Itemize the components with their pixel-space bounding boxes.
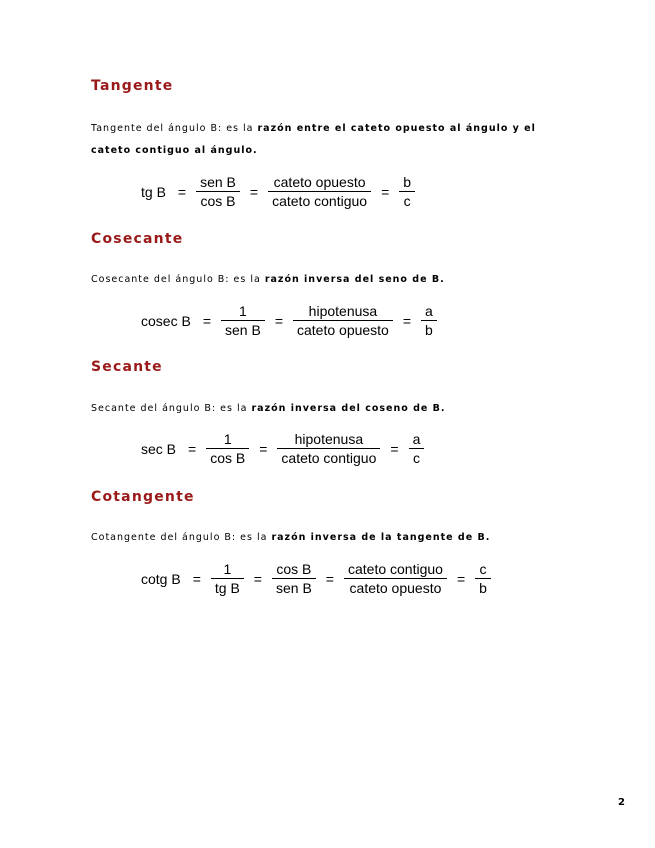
fraction <box>211 561 244 596</box>
fraction <box>399 174 415 209</box>
numerator: a <box>421 303 437 321</box>
formula <box>141 431 428 466</box>
equals-sign: = <box>177 183 187 200</box>
formula <box>141 561 495 596</box>
page-number: 2 <box>618 797 625 808</box>
fraction <box>293 303 393 338</box>
equals-sign: = <box>253 570 262 587</box>
formula-lhs: cosec B <box>141 312 191 329</box>
equals-sign: = <box>274 312 283 329</box>
equals-sign: = <box>188 440 197 457</box>
definition-text: Tangente del ángulo B: es la <box>91 123 258 134</box>
numerator: b <box>399 174 415 192</box>
denominator: sen B <box>225 322 261 338</box>
definition-paragraph <box>91 527 490 549</box>
equals-sign: = <box>402 312 412 329</box>
formula-lhs: tg B <box>141 183 166 200</box>
denominator: cos B <box>210 450 246 466</box>
denominator: b <box>479 580 487 596</box>
section-heading: Tangente <box>91 78 174 94</box>
equals-sign: = <box>381 183 390 200</box>
equals-sign: = <box>456 570 466 587</box>
fraction <box>344 561 447 596</box>
section-cosecante <box>91 231 571 338</box>
section-heading: Secante <box>91 359 163 375</box>
definition-end: . <box>485 532 491 543</box>
definition-paragraph <box>91 118 571 162</box>
fraction <box>206 431 249 466</box>
definition-text: Cotangente del ángulo B: es la <box>91 532 272 543</box>
definition-bold-text: razón inversa del seno de B <box>264 274 441 285</box>
numerator: cateto contiguo <box>344 561 447 579</box>
fraction <box>272 561 316 596</box>
numerator: c <box>475 561 491 579</box>
fraction <box>409 431 425 466</box>
denominator: tg B <box>214 580 240 596</box>
section-cotangente <box>91 489 571 596</box>
denominator: cateto opuesto <box>349 580 442 596</box>
formula <box>141 303 441 338</box>
fraction <box>277 431 380 466</box>
numerator: 1 <box>206 431 249 449</box>
definition-bold-text: razón entre el cateto opuesto al ángulo y el cateto contiguo al ángulo <box>91 123 536 156</box>
denominator: b <box>425 322 433 338</box>
definition-end: . <box>253 145 258 156</box>
denominator: cateto opuesto <box>297 322 389 338</box>
section-heading: Cotangente <box>91 489 195 505</box>
fraction <box>268 174 371 209</box>
denominator: c <box>412 450 420 466</box>
denominator: cos B <box>200 193 236 209</box>
denominator: c <box>403 193 411 209</box>
equals-sign: = <box>249 183 259 200</box>
section-heading: Cosecante <box>91 231 184 247</box>
equals-sign: = <box>390 440 399 457</box>
fraction <box>421 303 437 338</box>
definition-text: Cosecante del ángulo B: es la <box>91 274 265 285</box>
section-secante <box>91 359 571 466</box>
formula-lhs: cotg B <box>141 570 181 587</box>
numerator: cateto opuesto <box>268 174 371 192</box>
formula <box>141 174 419 209</box>
fraction <box>196 174 240 209</box>
equals-sign: = <box>202 312 211 329</box>
numerator: hipotenusa <box>277 431 380 449</box>
equals-sign: = <box>259 440 268 457</box>
numerator: cos B <box>272 561 316 579</box>
definition-paragraph <box>91 269 445 291</box>
numerator: 1 <box>211 561 244 579</box>
definition-bold-text: razón inversa de la tangente de B <box>271 532 486 543</box>
numerator: hipotenusa <box>293 303 393 321</box>
numerator: a <box>409 431 425 449</box>
definition-end: . <box>440 274 445 285</box>
denominator: cateto contiguo <box>281 450 377 466</box>
numerator: 1 <box>221 303 265 321</box>
section-tangente <box>91 78 571 209</box>
definition-text: Secante del ángulo B: es la <box>91 403 252 414</box>
denominator: cateto contiguo <box>272 193 368 209</box>
fraction <box>475 561 491 596</box>
equals-sign: = <box>192 570 201 587</box>
definition-paragraph <box>91 398 445 420</box>
definition-end: . <box>440 403 446 414</box>
denominator: sen B <box>275 580 312 596</box>
numerator: sen B <box>196 174 240 192</box>
fraction <box>221 303 265 338</box>
formula-lhs: sec B <box>141 440 177 457</box>
equals-sign: = <box>325 570 334 587</box>
definition-bold-text: razón inversa del coseno de B <box>251 403 441 414</box>
